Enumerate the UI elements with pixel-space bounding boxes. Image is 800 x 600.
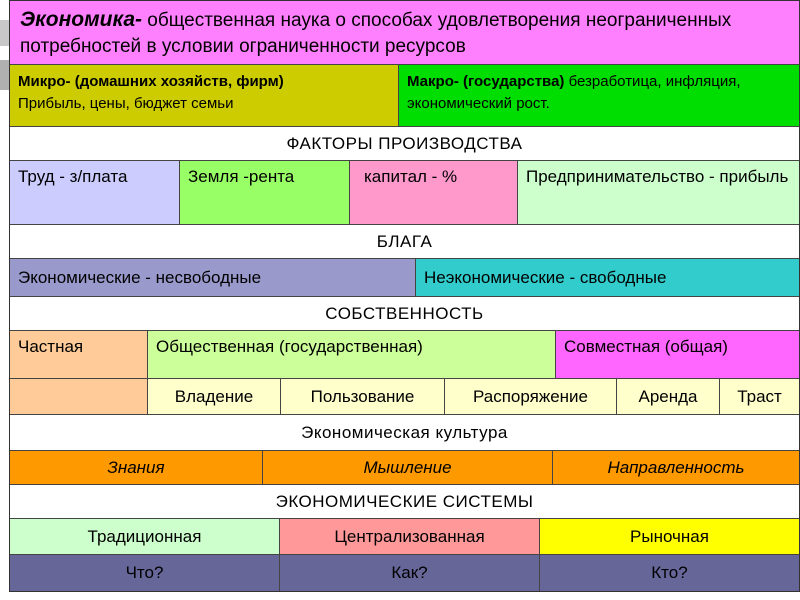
- question-who: Кто?: [540, 555, 799, 591]
- blaga-header: БЛАГА: [376, 231, 433, 251]
- questions-row: [10, 555, 799, 591]
- factor-land: Земля -рента: [180, 161, 350, 224]
- macro-cell: [399, 65, 799, 126]
- factor-capital: капитал - %: [350, 161, 518, 224]
- systems-header: ЭКОНОМИЧЕСКИЕ СИСТЕМЫ: [275, 491, 534, 511]
- culture-knowledge: Знания: [10, 451, 263, 484]
- micro-cell: [10, 65, 399, 126]
- factors-header: ФАКТОРЫ ПРОИЗВОДСТВА: [286, 133, 523, 153]
- systems-row: [10, 519, 799, 555]
- goods-free: Неэкономические - свободные: [416, 259, 799, 296]
- property-rights-row: [10, 379, 799, 415]
- right-trust: Траст: [720, 379, 799, 414]
- title-row: [10, 1, 799, 65]
- blaga-header-row: [10, 225, 799, 259]
- macro-desc: безработица, инфляция, экономический рост.: [407, 73, 741, 112]
- culture-header-row: [10, 415, 799, 451]
- culture-thinking: Мышление: [263, 451, 553, 484]
- question-how: Как?: [280, 555, 540, 591]
- question-what: Что?: [10, 555, 280, 591]
- micro-label: Микро- (домашних хозяйств, фирм): [18, 73, 284, 90]
- goods-economic: Экономические - несвободные: [10, 259, 416, 296]
- property-private-cont: [10, 379, 148, 414]
- culture-row: [10, 451, 799, 485]
- system-centralized: Централизованная: [280, 519, 540, 554]
- property-header-row: [10, 297, 799, 331]
- macro-label: Макро- (государства): [407, 73, 565, 90]
- micro-macro-row: [10, 65, 799, 127]
- factors-header-row: [10, 127, 799, 161]
- decorative-square-top: [0, 20, 9, 46]
- right-use: Пользование: [281, 379, 445, 414]
- system-traditional: Традиционная: [10, 519, 280, 554]
- property-private: Частная: [10, 331, 148, 378]
- factors-row: [10, 161, 799, 225]
- right-disposal: Распоряжение: [445, 379, 617, 414]
- right-lease: Аренда: [617, 379, 720, 414]
- property-joint: Совместная (общая): [556, 331, 799, 378]
- factor-labor: Труд - з/плата: [10, 161, 180, 224]
- factor-entrepreneurship: Предпринимательство - прибыль: [518, 161, 799, 224]
- blaga-row: [10, 259, 799, 297]
- definition-keyword: Экономика-: [20, 8, 143, 31]
- culture-header: Экономическая культура: [301, 422, 508, 442]
- left-margin-strip: [0, 0, 9, 600]
- definition-cell: [10, 1, 799, 64]
- property-header: СОБСТВЕННОСТЬ: [325, 303, 484, 323]
- system-market: Рыночная: [540, 519, 799, 554]
- decorative-square-lower: [0, 60, 9, 90]
- property-types-row: [10, 331, 799, 379]
- culture-orientation: Направленность: [553, 451, 799, 484]
- micro-desc: Прибыль, цены, бюджет семьи: [18, 95, 234, 112]
- systems-header-row: [10, 485, 799, 519]
- economics-table: [9, 0, 800, 592]
- right-ownership: Владение: [148, 379, 281, 414]
- definition-text: общественная наука о способах удовлетворения неограниченных потребностей в условии ограниченности ресурсов: [20, 10, 732, 57]
- property-public: Общественная (государственная): [148, 331, 556, 378]
